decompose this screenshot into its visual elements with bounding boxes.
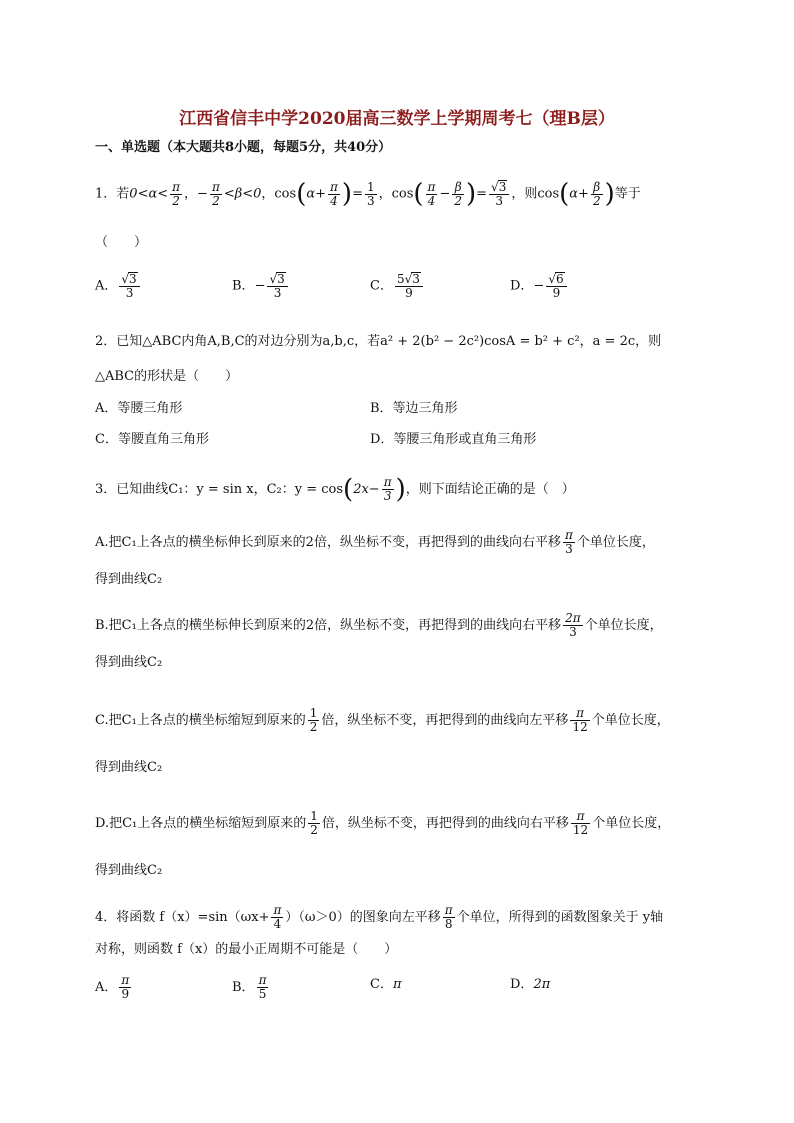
q1-option-a: A． $\frac{√3}{3}$: [95, 272, 142, 300]
q1-stem: 1．若0<α< $\frac{\pi}{2}$ ，− $\frac{\pi}{2}$ <β<0，cos(α+ $\frac{\pi}{4}$ )= $\frac{1}{3}$ ，cos( $\frac{\pi}{4}$ − $\frac{\beta}{2}$ )= $\frac{√3}{3}$ ，则cos(α+ $\frac{\beta}{2}$ )等于: [95, 179, 641, 209]
fraction: $\frac{\pi}{4}$: [427, 179, 436, 208]
q2-option-c: C．等腰直角三角形: [95, 432, 209, 447]
q3-option-a: A.把C₁上各点的横坐标伸长到原来的2倍，纵坐标不变，再把得到的曲线向右平移 $\frac{\pi}{3}$ 个单位长度，: [95, 528, 655, 556]
q3-stem: 3．已知曲线C₁：y = sin x，C₂：y = cos(2x− $\frac{\pi}{3}$ )，则下面结论正确的是（ ）: [95, 474, 575, 505]
fraction: $\frac{1}{3}$: [366, 179, 375, 208]
q4-stem: 4．将函数 f（x）=sin（ωx+ $\frac{\pi}{4}$ ）（ω＞0）的图象向左平移 $\frac{\pi}{8}$ 个单位，所得到的函数图象关于 y轴: [95, 903, 664, 931]
fraction: $\frac{√3}{3}$: [489, 180, 509, 208]
q3-option-c: C.把C₁上各点的横坐标缩短到原来的 $\frac{1}{2}$ 倍，纵坐标不变，再把得到的曲线向左平移 $\frac{\pi}{12}$ 个单位长度，: [95, 706, 670, 734]
q2-option-d: D．等腰三角形或直角三角形: [370, 432, 537, 447]
fraction: $\frac{\beta}{2}$: [592, 179, 601, 208]
q4-option-b: B． $\frac{\pi}{5}$: [232, 973, 267, 1001]
fraction: $\frac{\pi}{4}$: [330, 179, 338, 208]
page-title: 江西省信丰中学2020届高三数学上学期周考七（理B层）: [179, 109, 615, 129]
q4-option-a: A． $\frac{\pi}{9}$: [95, 973, 130, 1001]
q4-option-d: D．2π: [510, 977, 551, 992]
q3-option-c-2: 得到曲线C₂: [95, 760, 163, 775]
q3-option-d-2: 得到曲线C₂: [95, 863, 163, 878]
q3-option-b: B.把C₁上各点的横坐标伸长到原来的2倍，纵坐标不变，再把得到的曲线向右平移 $\frac{2\pi}{3}$ 个单位长度，: [95, 611, 663, 639]
q1-option-d: D．− $\frac{√6}{9}$: [510, 272, 569, 300]
q4-stem-2: 对称，则函数 f（x）的最小正周期不可能是（ ）: [95, 942, 398, 957]
section-heading: 一、单选题（本大题共8小题，每题5分，共40分）: [95, 140, 392, 155]
fraction: $\frac{\pi}{2}$: [211, 179, 220, 208]
q2-stem: 2．已知△ABC内角A,B,C的对边分别为a,b,c，若a² + 2(b² − 2c²)cosA = b² + c²，a = 2c，则: [95, 334, 662, 349]
q2-option-a: A．等腰三角形: [95, 401, 183, 416]
q4-option-c: C．π: [370, 977, 402, 992]
q3-option-d: D.把C₁上各点的横坐标缩短到原来的 $\frac{1}{2}$ 倍，纵坐标不变，再把得到的曲线向右平移 $\frac{\pi}{12}$ 个单位长度，: [95, 809, 671, 837]
fraction: $\frac{\beta}{2}$: [454, 179, 462, 208]
q1-option-b: B．− $\frac{√3}{3}$: [232, 272, 290, 300]
q3-option-b-2: 得到曲线C₂: [95, 655, 163, 670]
q1-option-c: C． $\frac{5√3}{9}$: [370, 272, 425, 300]
q3-option-a-2: 得到曲线C₂: [95, 572, 163, 587]
q2-option-b: B．等边三角形: [370, 401, 458, 416]
fraction: $\frac{\pi}{2}$: [172, 179, 181, 208]
q2-stem-2: △ABC的形状是（ ）: [95, 369, 239, 384]
q1-blank: （ ）: [95, 235, 148, 250]
